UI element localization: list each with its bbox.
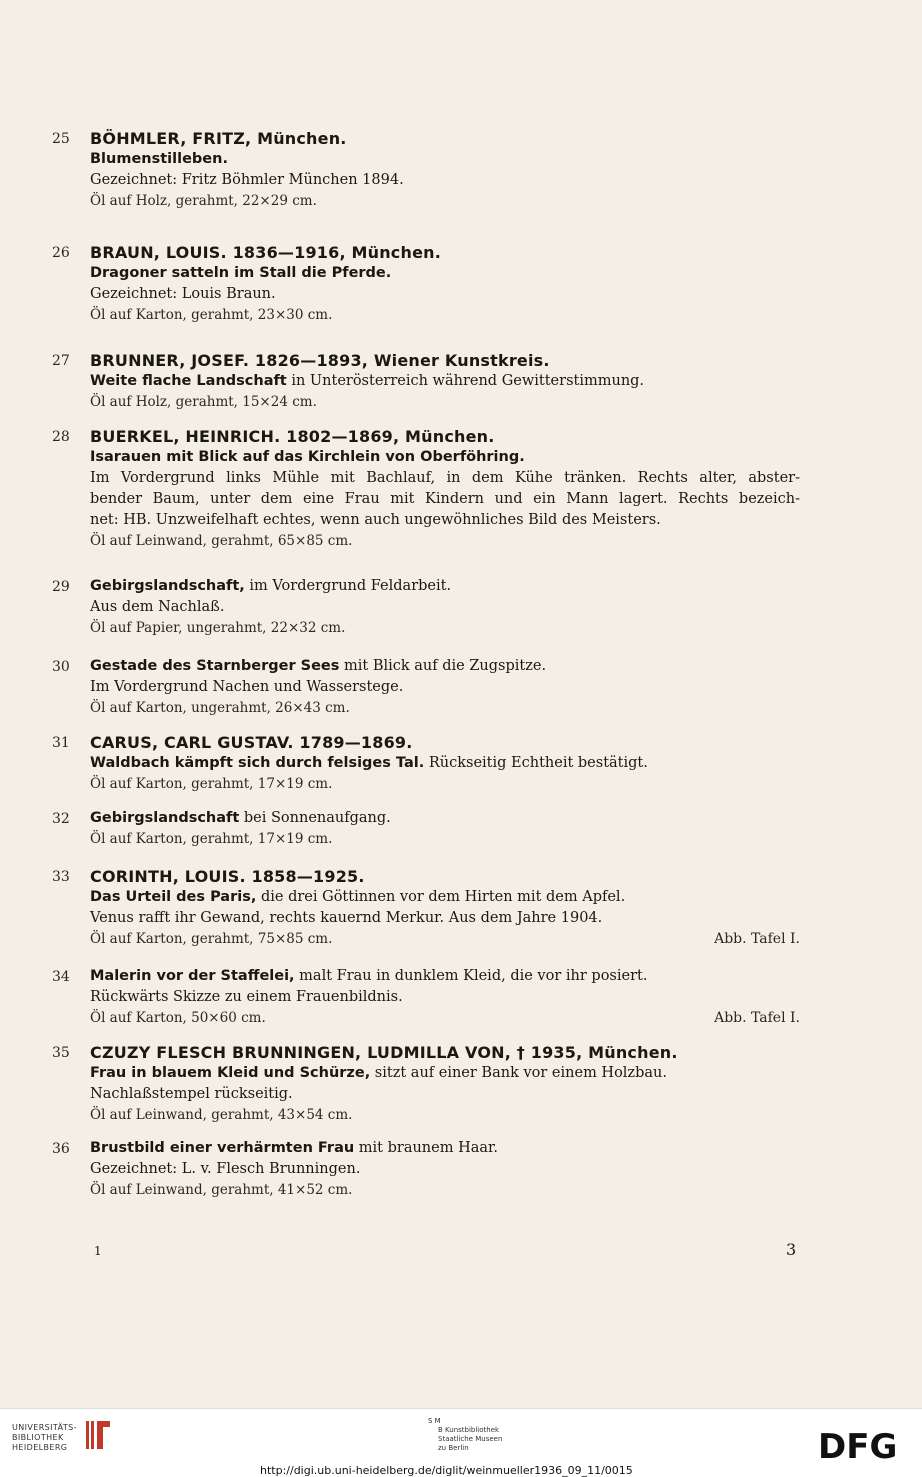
description-line: [90, 1084, 800, 1105]
artwork-title-bold: Waldbach kämpft sich durch felsiges Tal.: [90, 755, 425, 771]
artwork-title: [90, 263, 800, 284]
description-line: [90, 677, 800, 698]
line-text: Rückwärts Skizze zu einem Frauenbildnis.: [90, 989, 403, 1005]
description-line: [90, 908, 800, 929]
line-text: Nachlaßstempel rückseitig.: [90, 1086, 293, 1102]
line-text: Gezeichnet: Louis Braun.: [90, 286, 276, 302]
smb-kunstbibliothek-logo[interactable]: [428, 1417, 502, 1453]
lot-number: 25: [52, 131, 70, 147]
artwork-title-bold: Gestade des Starnberger Sees: [90, 658, 340, 674]
signature-mark: 1: [94, 1244, 102, 1258]
description-line: [90, 489, 800, 510]
lot-number: 34: [52, 969, 70, 985]
medium-dimensions: [90, 1008, 800, 1029]
lot-number: 32: [52, 811, 70, 827]
entry-lines: [90, 242, 800, 326]
artwork-title-rest: in Unterösterreich während Gewitterstimmung.: [286, 373, 645, 389]
artwork-title: [90, 887, 800, 908]
description-line: [90, 284, 800, 305]
artwork-title-bold: Isarauen mit Blick auf das Kirchlein von Oberföhring.: [90, 449, 525, 465]
medium-dimensions: [90, 392, 800, 413]
medium-dimensions: [90, 698, 800, 719]
entry-lines: [90, 866, 800, 950]
line-text: Öl auf Karton, gerahmt, 23×30 cm.: [90, 307, 333, 323]
lot-number: 29: [52, 579, 70, 595]
entry-lines: [90, 1042, 800, 1126]
smb-line: B Kunstbibliothek: [438, 1426, 500, 1434]
line-text: Öl auf Holz, gerahmt, 15×24 cm.: [90, 394, 317, 410]
medium-dimensions: [90, 1105, 800, 1126]
university-library-logo[interactable]: [12, 1423, 77, 1453]
artwork-title: [90, 447, 800, 468]
line-text: Öl auf Leinwand, gerahmt, 65×85 cm.: [90, 533, 353, 549]
medium-dimensions: [90, 929, 800, 950]
medium-dimensions: [90, 1180, 800, 1201]
artwork-title-rest: im Vordergrund Feldarbeit.: [244, 578, 452, 594]
artwork-title: [90, 753, 800, 774]
artwork-title: [90, 656, 800, 677]
artist-heading: CORINTH, LOUIS. 1858—1925.: [90, 867, 365, 886]
plate-reference: Abb. Tafel I.: [714, 931, 800, 947]
medium-dimensions: [90, 618, 800, 639]
artwork-title-bold: Dragoner satteln im Stall die Pferde.: [90, 265, 392, 281]
artwork-title-bold: Gebirgslandschaft: [90, 810, 240, 826]
description-line: [90, 170, 800, 191]
entry-lines: [90, 656, 800, 719]
artwork-title: [90, 371, 800, 392]
line-text: Öl auf Holz, gerahmt, 22×29 cm.: [90, 193, 317, 209]
medium-dimensions: [90, 191, 800, 212]
lot-number: 33: [52, 869, 70, 885]
entry-lines: [90, 808, 800, 850]
viewer-footer-bar: [0, 1408, 922, 1477]
artwork-title-bold: Blumenstilleben.: [90, 151, 228, 167]
description-line: [90, 510, 800, 531]
medium-dimensions: [90, 829, 800, 850]
entry-lines: [90, 128, 800, 212]
uni-line: HEIDELBERG: [12, 1443, 68, 1452]
line-text: Öl auf Papier, ungerahmt, 22×32 cm.: [90, 620, 346, 636]
entry-lines: [90, 576, 800, 639]
artist-heading: BRAUN, LOUIS. 1836—1916, München.: [90, 243, 441, 262]
lot-number: 30: [52, 659, 70, 675]
artwork-title: [90, 149, 800, 170]
artwork-title-bold: Gebirgslandschaft,: [90, 578, 245, 594]
line-text: Öl auf Karton, gerahmt, 75×85 cm.: [90, 931, 333, 947]
dfg-logo[interactable]: [818, 1429, 910, 1463]
line-text: Öl auf Leinwand, gerahmt, 43×54 cm.: [90, 1107, 353, 1123]
uni-line: UNIVERSITÄTS-: [12, 1423, 77, 1432]
medium-dimensions: [90, 774, 800, 795]
uni-line: BIBLIOTHEK: [12, 1433, 64, 1442]
smb-line: Staatliche Museen: [438, 1435, 503, 1443]
artist-heading: BUERKEL, HEINRICH. 1802—1869, München.: [90, 427, 495, 446]
artwork-title-rest: bei Sonnenaufgang.: [239, 810, 391, 826]
permalink-url[interactable]: http://digi.ub.uni-heidelberg.de/diglit/weinmueller1936_09_11/0015: [260, 1464, 633, 1477]
artwork-title-rest: die drei Göttinnen vor dem Hirten mit dem Apfel.: [256, 889, 626, 905]
plate-reference: Abb. Tafel I.: [714, 1010, 800, 1026]
artwork-title-bold: Malerin vor der Staffelei,: [90, 968, 295, 984]
artwork-title: [90, 576, 800, 597]
line-text: Im Vordergrund links Mühle mit Bachlauf, in dem Kühe tränken. Rechts alter, abster-: [90, 470, 800, 486]
entry-lines: [90, 350, 800, 413]
artwork-title-rest: Rückseitig Echtheit bestätigt.: [424, 755, 648, 771]
description-line: [90, 1159, 800, 1180]
artwork-title-bold: Frau in blauem Kleid und Schürze,: [90, 1065, 371, 1081]
lot-number: 28: [52, 429, 70, 445]
entry-lines: [90, 966, 800, 1029]
artwork-title-bold: Brustbild einer verhärmten Frau: [90, 1140, 355, 1156]
line-text: net: HB. Unzweifelhaft echtes, wenn auch ungewöhnliches Bild des Meisters.: [90, 512, 661, 528]
description-line: [90, 987, 800, 1008]
lot-number: 31: [52, 735, 70, 751]
artwork-title-rest: mit Blick auf die Zugspitze.: [339, 658, 547, 674]
smb-line: zu Berlin: [438, 1444, 469, 1452]
artwork-title-bold: Das Urteil des Paris,: [90, 889, 257, 905]
medium-dimensions: [90, 531, 800, 552]
lot-number: 36: [52, 1141, 70, 1157]
artwork-title: [90, 1063, 800, 1084]
artwork-title-rest: sitzt auf einer Bank vor einem Holzbau.: [370, 1065, 667, 1081]
lot-number: 27: [52, 353, 70, 369]
line-text: Öl auf Karton, 50×60 cm.: [90, 1010, 266, 1026]
entry-lines: [90, 426, 800, 552]
line-text: Öl auf Karton, ungerahmt, 26×43 cm.: [90, 700, 350, 716]
entry-lines: [90, 732, 800, 795]
artist-heading: BÖHMLER, FRITZ, München.: [90, 129, 347, 148]
line-text: Öl auf Leinwand, gerahmt, 41×52 cm.: [90, 1182, 353, 1198]
smb-line: S M: [428, 1417, 441, 1425]
line-text: Gezeichnet: L. v. Flesch Brunningen.: [90, 1161, 361, 1177]
artwork-title-bold: Weite flache Landschaft: [90, 373, 287, 389]
artwork-title: [90, 1138, 800, 1159]
artist-heading: BRUNNER, JOSEF. 1826—1893, Wiener Kunstkreis.: [90, 351, 550, 370]
artwork-title: [90, 966, 800, 987]
line-text: Öl auf Karton, gerahmt, 17×19 cm.: [90, 831, 333, 847]
description-line: [90, 597, 800, 618]
artwork-title-rest: mit braunem Haar.: [354, 1140, 498, 1156]
artwork-title-rest: malt Frau in dunklem Kleid, die vor ihr posiert.: [294, 968, 648, 984]
description-line: [90, 468, 800, 489]
lot-number: 35: [52, 1045, 70, 1061]
page-number: 3: [786, 1240, 797, 1259]
artist-heading: CZUZY FLESCH BRUNNINGEN, LUDMILLA VON, † 1935, München.: [90, 1043, 678, 1062]
line-text: Venus rafft ihr Gewand, rechts kauernd Merkur. Aus dem Jahre 1904.: [90, 910, 603, 926]
line-text: Gezeichnet: Fritz Böhmler München 1894.: [90, 172, 404, 188]
dfg-text: DFG: [818, 1429, 898, 1463]
line-text: Aus dem Nachlaß.: [90, 599, 225, 615]
line-text: bender Baum, unter dem eine Frau mit Kindern und ein Mann lagert. Rechts bezeich-: [90, 491, 800, 507]
medium-dimensions: [90, 305, 800, 326]
entry-lines: [90, 1138, 800, 1201]
heidelberg-seal-icon: [84, 1417, 114, 1453]
artist-heading: CARUS, CARL GUSTAV. 1789—1869.: [90, 733, 413, 752]
line-text: Öl auf Karton, gerahmt, 17×19 cm.: [90, 776, 333, 792]
line-text: Im Vordergrund Nachen und Wasserstege.: [90, 679, 404, 695]
lot-number: 26: [52, 245, 70, 261]
artwork-title: [90, 808, 800, 829]
